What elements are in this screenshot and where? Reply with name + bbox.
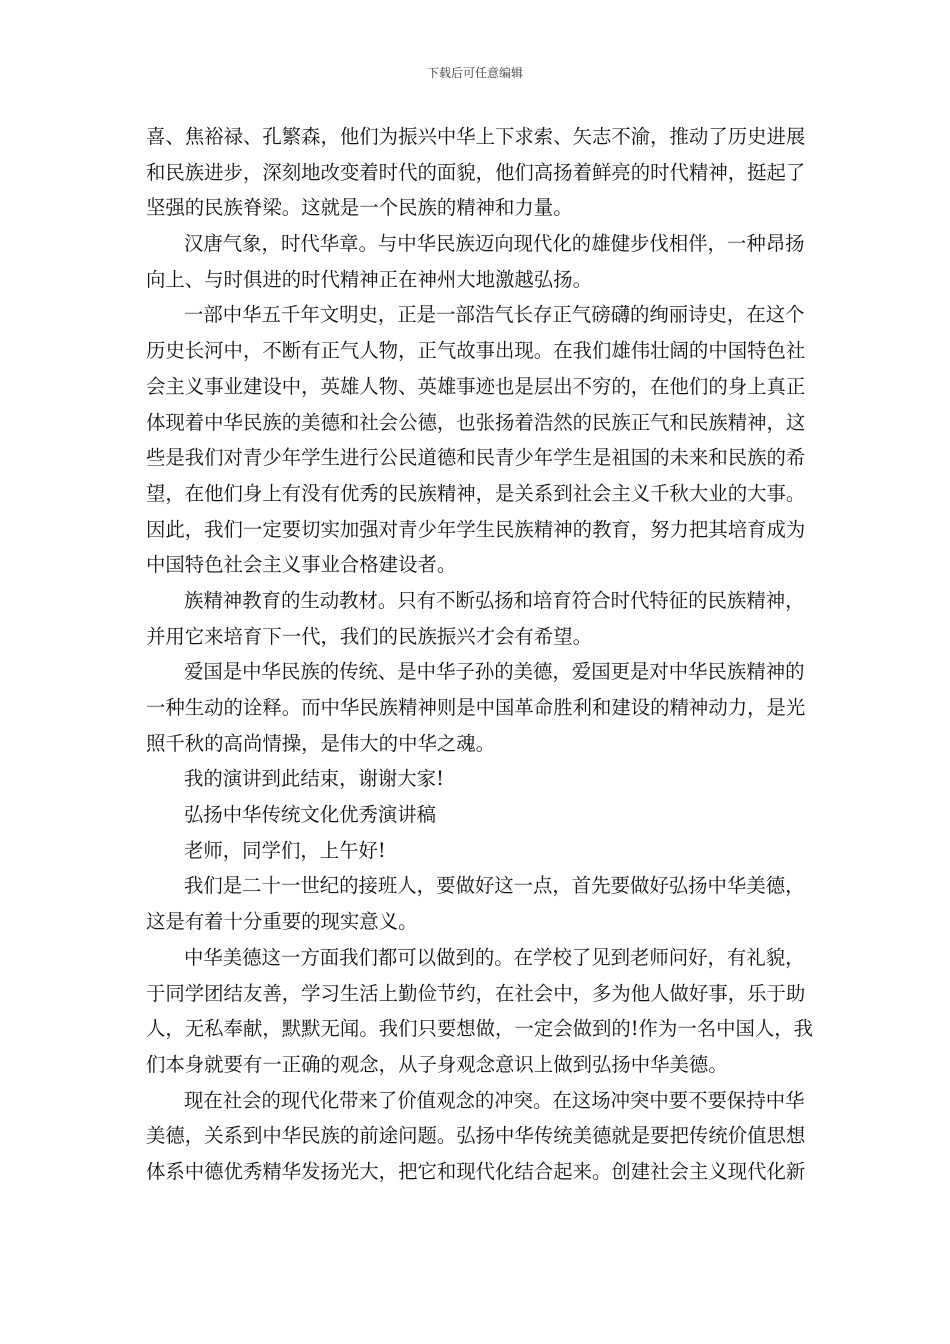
- text-line: 汉唐气象，时代华章。与中华民族迈向现代化的雄健步伐相伴，一种昂扬: [184, 232, 805, 256]
- text-line: 体现着中华民族的美德和社会公德，也张扬着浩然的民族正气和民族精神，这: [146, 410, 806, 434]
- text-line: 望，在他们身上有没有优秀的民族精神，是关系到社会主义千秋大业的大事。: [146, 481, 806, 505]
- text-line: 现在社会的现代化带来了价值观念的冲突。在这场冲突中要不要保持中华: [184, 1088, 805, 1112]
- text-line: 我的演讲到此结束，谢谢大家!: [184, 767, 444, 791]
- text-line: 们本身就要有一正确的观念，从子身观念意识上做到弘扬中华美德。: [146, 1052, 728, 1076]
- text-line: 体系中德优秀精华发扬光大，把它和现代化结合起来。创建社会主义现代化新: [146, 1159, 806, 1183]
- text-line: 人，无私奉献，默默无闻。我们只要想做，一定会做到的!作为一名中国人，我: [146, 1017, 814, 1041]
- text-line: 坚强的民族脊梁。这就是一个民族的精神和力量。: [146, 196, 573, 220]
- text-line: 族精神教育的生动教材。只有不断弘扬和培育符合时代特征的民族精神，: [184, 588, 805, 612]
- text-line: 我们是二十一世纪的接班人，要做好这一点，首先要做好弘扬中华美德，: [184, 874, 805, 898]
- text-line: 并用它来培育下一代，我们的民族振兴才会有希望。: [146, 624, 592, 648]
- text-line: 一种生动的诠释。而中华民族精神则是中国革命胜利和建设的精神动力，是光: [146, 696, 806, 719]
- text-line: 于同学团结友善，学习生活上勤俭节约，在社会中，多为他人做好事，乐于助: [146, 981, 806, 1005]
- text-line: 弘扬中华传统文化优秀演讲稿: [184, 803, 437, 827]
- text-line: 一部中华五千年文明史，正是一部浩气长存正气磅礴的绚丽诗史，在这个: [184, 303, 805, 327]
- text-line: 历史长河中，不断有正气人物，正气故事出现。在我们雄伟壮阔的中国特色社: [146, 339, 806, 363]
- text-line: 老师，同学们，上午好!: [184, 838, 386, 862]
- text-line: 喜、焦裕禄、孔繁森，他们为振兴中华上下求索、矢志不渝，推动了历史进展: [146, 125, 806, 148]
- text-line: 爱国是中华民族的传统、是中华子孙的美德，爱国更是对中华民族精神的: [184, 660, 805, 684]
- text-line: 中华美德这一方面我们都可以做到的。在学校了见到老师问好，有礼貌，: [184, 945, 805, 969]
- text-line: 因此，我们一定要切实加强对青少年学生民族精神的教育，努力把其培育成为: [146, 517, 806, 541]
- document-body: [146, 119, 814, 1190]
- text-line: 照千秋的高尚情操，是伟大的中华之魂。: [146, 731, 496, 755]
- page-header-note: 下载后可任意编辑: [426, 66, 523, 80]
- text-line: 些是我们对青少年学生进行公民道德和民青少年学生是祖国的未来和民族的希: [146, 446, 806, 470]
- text-line: 向上、与时俱进的时代精神正在神州大地激越弘扬。: [146, 267, 592, 291]
- text-line: 会主义事业建设中，英雄人物、英雄事迹也是层出不穷的，在他们的身上真正: [146, 374, 806, 398]
- text-line: 美德，关系到中华民族的前途问题。弘扬中华传统美德就是要把传统价值思想: [146, 1124, 806, 1148]
- text-line: 和民族进步，深刻地改变着时代的面貌，他们高扬着鲜亮的时代精神，挺起了: [146, 160, 806, 184]
- text-line: 中国特色社会主义事业合格建设者。: [146, 553, 457, 577]
- text-line: 这是有着十分重要的现实意义。: [146, 910, 418, 934]
